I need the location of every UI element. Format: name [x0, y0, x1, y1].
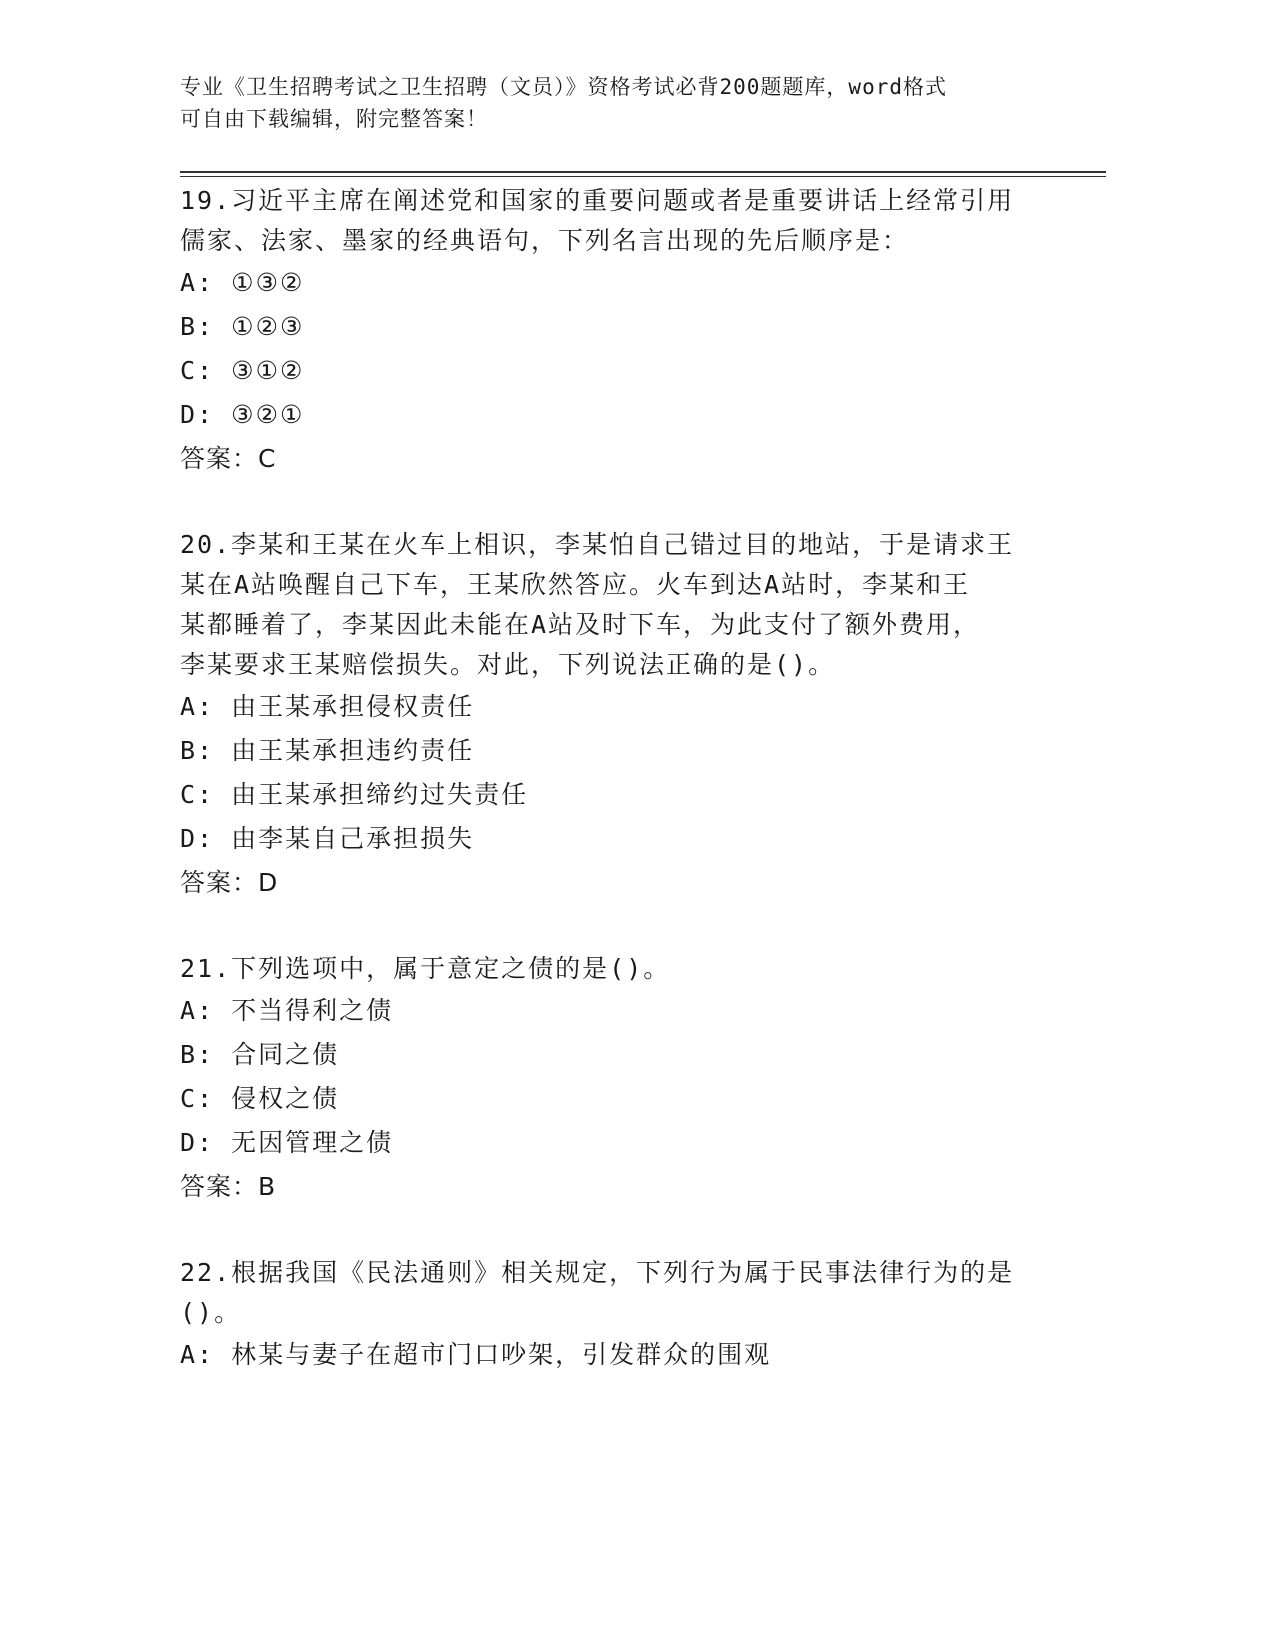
option-a: A: 不当得利之债: [180, 996, 394, 1025]
option-d: D: 由李某自己承担损失: [180, 824, 475, 853]
option-d: D: ③②①: [180, 400, 305, 429]
header-divider-thin: [180, 176, 1106, 177]
option-d: D: 无因管理之债: [180, 1128, 394, 1157]
question-spacer: [180, 1209, 1060, 1253]
question-text-line: 21.下列选项中，属于意定之债的是()。: [180, 954, 671, 983]
question-text-line: 某都睡着了，李某因此未能在A站及时下车，为此支付了额外费用，: [180, 610, 981, 639]
option-c: C: ③①②: [180, 356, 305, 385]
answer-line: 答案：B: [180, 1172, 277, 1201]
header-line-1: 专业《卫生招聘考试之卫生招聘（文员）》资格考试必背200题题库，word格式: [180, 75, 947, 99]
document-header: [180, 71, 1040, 135]
question-21: [180, 949, 1060, 1209]
question-text-line: 19.习近平主席在阐述党和国家的重要问题或者是重要讲话上经常引用: [180, 186, 1015, 215]
answer-line: 答案：C: [180, 444, 277, 473]
option-a: A: 由王某承担侵权责任: [180, 692, 475, 721]
question-22: [180, 1253, 1060, 1377]
question-spacer: [180, 905, 1060, 949]
question-text-line: 某在A站唤醒自己下车，王某欣然答应。火车到达A站时，李某和王: [180, 570, 971, 599]
header-line-2: 可自由下载编辑，附完整答案！: [180, 107, 488, 131]
option-b: B: ①②③: [180, 312, 305, 341]
option-c: C: 侵权之债: [180, 1084, 340, 1113]
question-text-line: 儒家、法家、墨家的经典语句，下列名言出现的先后顺序是：: [180, 226, 910, 255]
answer-line: 答案：D: [180, 868, 279, 897]
question-list: [180, 181, 1060, 1377]
option-a: A: 林某与妻子在超市门口吵架，引发群众的围观: [180, 1340, 772, 1369]
question-20: [180, 525, 1060, 905]
question-text-line: ()。: [180, 1298, 242, 1327]
question-19: [180, 181, 1060, 481]
header-divider-thick: [180, 171, 1106, 173]
option-a: A: ①③②: [180, 268, 305, 297]
question-spacer: [180, 481, 1060, 525]
question-text-line: 22.根据我国《民法通则》相关规定，下列行为属于民事法律行为的是: [180, 1258, 1015, 1287]
question-text-line: 20.李某和王某在火车上相识，李某怕自己错过目的地站，于是请求王: [180, 530, 1015, 559]
option-b: B: 由王某承担违约责任: [180, 736, 475, 765]
option-b: B: 合同之债: [180, 1040, 340, 1069]
option-c: C: 由王某承担缔约过失责任: [180, 780, 529, 809]
question-text-line: 李某要求王某赔偿损失。对此，下列说法正确的是()。: [180, 650, 836, 679]
